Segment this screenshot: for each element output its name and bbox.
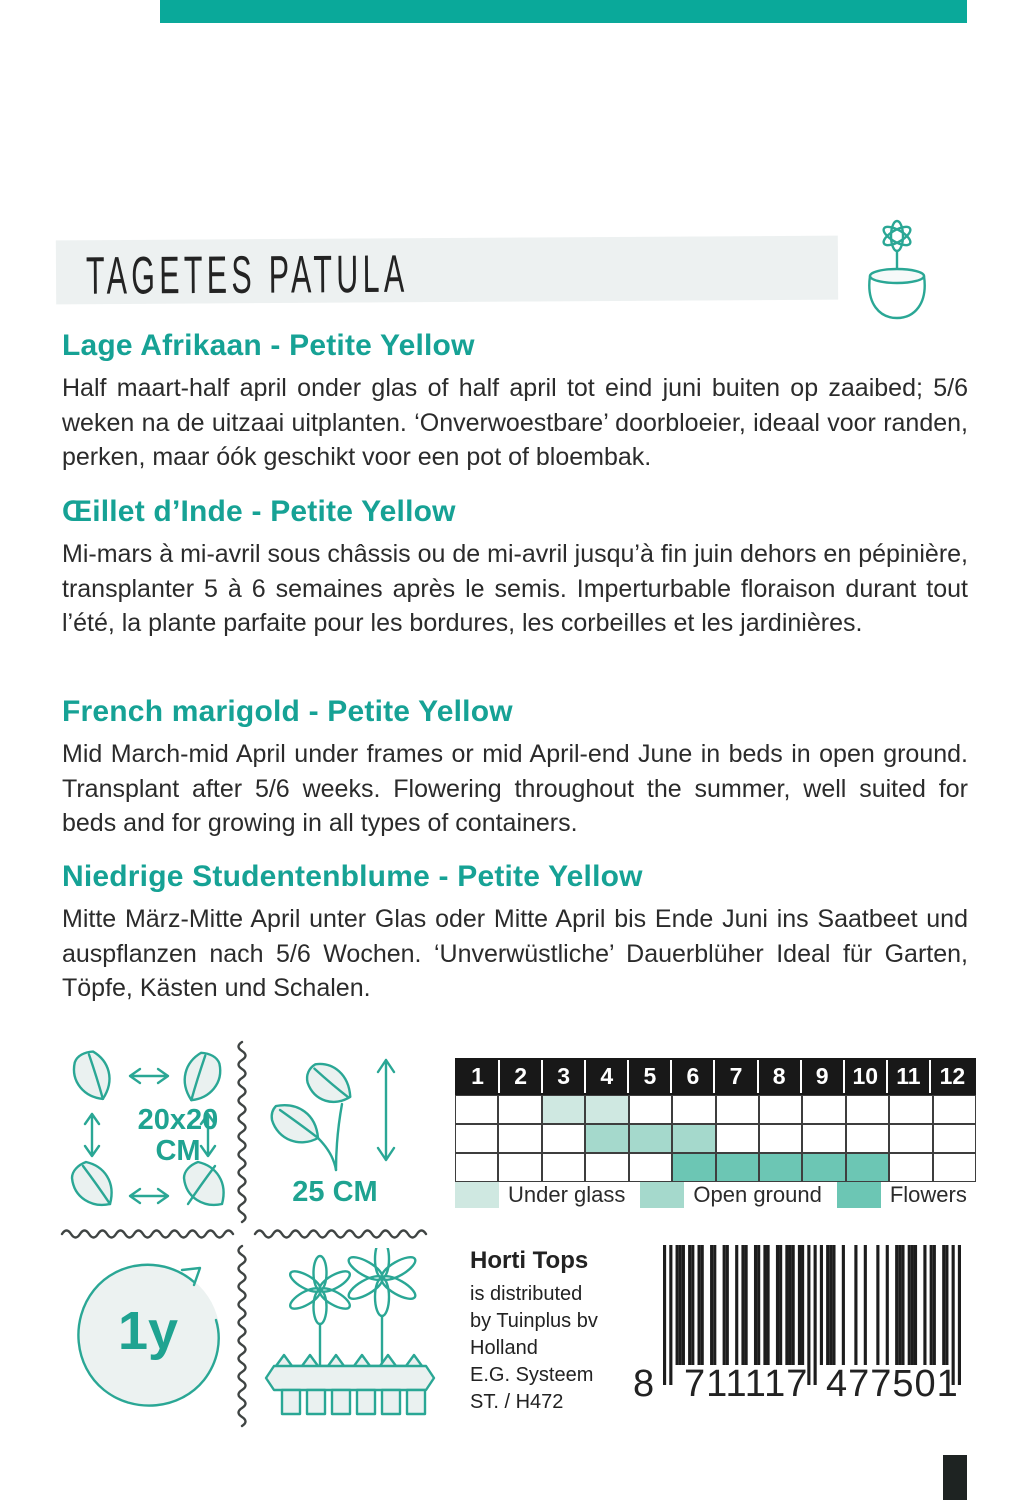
calendar-cell-open-ground <box>802 1124 845 1153</box>
page-title: TAGETES PATULA <box>85 245 409 306</box>
wavy-divider-horizontal <box>253 1226 433 1242</box>
legend-label: Flowers <box>889 1182 967 1207</box>
calendar-cell-flowers <box>498 1153 541 1182</box>
barcode-digit-first: 8 <box>633 1363 656 1405</box>
calendar-cell-open-ground <box>498 1124 541 1153</box>
calendar-cell-open-ground <box>889 1124 932 1153</box>
calendar-cell-flowers <box>455 1153 498 1182</box>
spacing-value: 20x20 <box>137 1104 219 1136</box>
flower-pot-icon <box>853 210 937 322</box>
corner-print-mark <box>943 1455 967 1500</box>
calendar-month-label: 6 <box>672 1060 715 1093</box>
calendar-cell-open-ground <box>672 1124 715 1153</box>
section-body: Mitte März-Mitte April unter Glas oder Mitte April bis Ende Juni ins Saatbeet und auspflanzen nach 5/6 Wochen. ‘Unverwüstliche’ Dauerblüher Ideal für Garten, Töpfe, Kästen und Schalen. <box>62 905 968 1002</box>
calendar-month-label: 3 <box>543 1060 586 1093</box>
wavy-divider-vertical <box>234 1040 250 1232</box>
calendar-cell-flowers <box>585 1153 628 1182</box>
calendar-cell-open-ground <box>933 1124 976 1153</box>
flower-tray-icon <box>262 1248 438 1428</box>
calendar-cell-under-glass <box>629 1095 672 1124</box>
legend-label: Under glass <box>508 1182 626 1207</box>
calendar-cell-open-ground <box>759 1124 802 1153</box>
calendar-month-label: 9 <box>802 1060 845 1093</box>
seed-life-label: 1y <box>117 1301 179 1361</box>
calendar-cell-open-ground <box>542 1124 585 1153</box>
calendar-month-label: 10 <box>845 1060 888 1093</box>
section-english <box>62 695 968 841</box>
calendar-cell-under-glass <box>933 1095 976 1124</box>
legend-swatch <box>455 1182 499 1208</box>
calendar-cell-open-ground <box>629 1124 672 1153</box>
calendar-month-label: 12 <box>931 1060 974 1093</box>
distributor-line: Holland <box>470 1337 538 1359</box>
distributor-block <box>470 1247 640 1416</box>
section-heading: Œillet d’Inde - Petite Yellow <box>62 495 456 528</box>
calendar-cell-open-ground <box>846 1124 889 1153</box>
calendar-cell-under-glass <box>542 1095 585 1124</box>
section-body: Half maart-half april onder glas of half april tot eind juni buiten op zaaibed; 5/6 weken na de uitzaai uitplanten. ‘Onverwoestbare’ doorbloeier, ideaal voor randen, perken, maar óók geschikt voor een pot of bloembak. <box>62 374 968 471</box>
wavy-divider-horizontal <box>60 1226 236 1242</box>
calendar-cell-flowers <box>802 1153 845 1182</box>
calendar-cell-open-ground <box>585 1124 628 1153</box>
calendar-cell-open-ground <box>455 1124 498 1153</box>
legend-label: Open ground <box>693 1182 822 1207</box>
plant-height-icon <box>258 1048 418 1178</box>
spacing-label <box>118 1105 238 1167</box>
calendar-cell-flowers <box>542 1153 585 1182</box>
calendar-cell-open-ground <box>716 1124 759 1153</box>
calendar-cell-under-glass <box>802 1095 845 1124</box>
calendar-cell-under-glass <box>585 1095 628 1124</box>
section-body: Mi-mars à mi-avril sous châssis ou de mi-avril jusqu’à fin juin dehors en pépinière, transplanter 5 à 6 semaines après le semis. Imperturbable floraison durant tout l’été, la plante parfaite pour les bordures, les corbeilles et les jardinières. <box>62 540 968 637</box>
calendar-cell-under-glass <box>889 1095 932 1124</box>
calendar-month-label: 11 <box>888 1060 931 1093</box>
calendar-cell-flowers <box>629 1153 672 1182</box>
spacing-unit: CM <box>155 1135 201 1167</box>
calendar-month-label: 4 <box>586 1060 629 1093</box>
calendar-month-label: 5 <box>629 1060 672 1093</box>
sowing-calendar <box>455 1058 976 1182</box>
calendar-cell-flowers <box>933 1153 976 1182</box>
top-color-bar <box>160 0 967 23</box>
legend-swatch <box>640 1182 684 1208</box>
calendar-month-label: 7 <box>715 1060 758 1093</box>
calendar-cell-under-glass <box>759 1095 802 1124</box>
calendar-cell-under-glass <box>455 1095 498 1124</box>
section-dutch <box>62 329 968 475</box>
calendar-month-label: 8 <box>759 1060 802 1093</box>
calendar-legend <box>455 1182 976 1208</box>
calendar-body <box>455 1095 976 1182</box>
calendar-cell-flowers <box>716 1153 759 1182</box>
calendar-cell-under-glass <box>498 1095 541 1124</box>
section-heading: Niedrige Studentenblume - Petite Yellow <box>62 860 643 893</box>
calendar-cell-under-glass <box>846 1095 889 1124</box>
calendar-cell-under-glass <box>672 1095 715 1124</box>
section-heading: French marigold - Petite Yellow <box>62 695 513 728</box>
calendar-cell-flowers <box>846 1153 889 1182</box>
calendar-cell-flowers <box>672 1153 715 1182</box>
barcode-digits-right: 477501 <box>826 1363 959 1405</box>
distributor-line: is distributed <box>470 1283 583 1305</box>
distributor-line: by Tuinplus bv <box>470 1310 598 1332</box>
calendar-cell-flowers <box>759 1153 802 1182</box>
calendar-month-header <box>455 1058 976 1095</box>
wavy-divider-vertical <box>234 1244 250 1428</box>
plant-height-label: 25 CM <box>292 1176 378 1208</box>
section-heading: Lage Afrikaan - Petite Yellow <box>62 329 475 362</box>
distributor-line: ST. / H472 <box>470 1391 564 1413</box>
calendar-cell-flowers <box>889 1153 932 1182</box>
calendar-cell-under-glass <box>716 1095 759 1124</box>
calendar-month-label: 1 <box>457 1060 500 1093</box>
barcode-digits-left: 711117 <box>684 1363 809 1405</box>
calendar-month-label: 2 <box>500 1060 543 1093</box>
legend-swatch <box>837 1182 881 1208</box>
section-french <box>62 495 968 641</box>
distributor-line: E.G. Systeem <box>470 1364 594 1386</box>
title-banner <box>56 236 838 305</box>
section-body: Mid March-mid April under frames or mid April-end June in beds in open ground. Transplant after 5/6 weeks. Flowering throughout the summer, well suited for beds and for growing in all types of containers. <box>62 740 968 837</box>
distributor-brand: Horti Tops <box>470 1247 589 1274</box>
section-german <box>62 860 968 1006</box>
